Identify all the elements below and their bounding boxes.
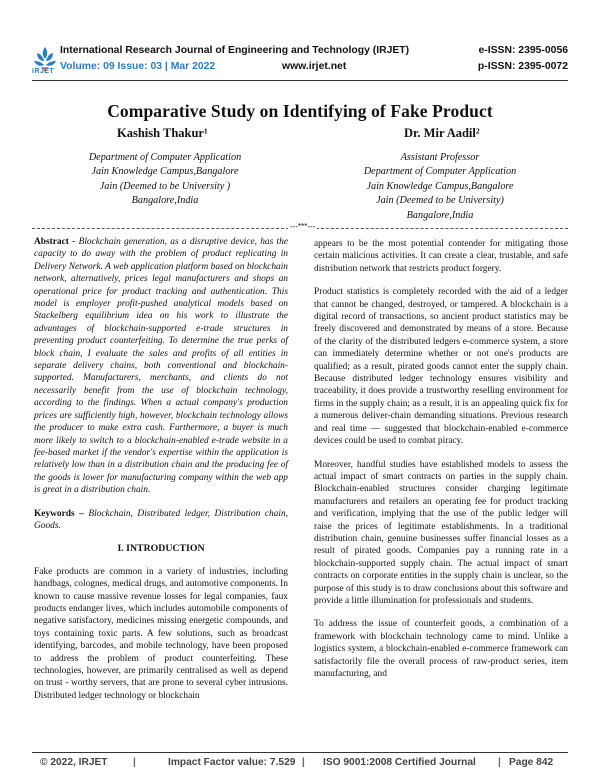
author-1-affiliation	[40, 151, 290, 209]
affiliation-line: Jain (Deemed to be University )	[99, 180, 231, 192]
footer-copyright: © 2022, IRJET	[40, 757, 108, 768]
affiliation-line: Jain (Deemed to be University)	[376, 195, 504, 207]
author-2-name: Dr. Mir Aadil²	[404, 126, 480, 140]
footer-impact-factor: Impact Factor value: 7.529	[168, 757, 296, 768]
abstract-label: Abstract -	[34, 237, 76, 247]
paragraph: To address the issue of counterfeit goods, a combination of a framework with blockchain technology came to mind. Unlike a logistics system, a blockchain-enabled e-commerce framework can satisfactorily file the overall process of raw-product series, item manufacturing, and	[314, 619, 568, 679]
paragraph: appears to be the most potential contender for mitigating those certain malicious activities. It can create a clear, trustable, and safe distribution network that restricts product forgery.	[314, 239, 568, 274]
p-issn: p-ISSN: 2395-0072	[477, 61, 568, 72]
abstract-text: Blockchain generation, as a disruptive device, has the capacity to do away with the problem of product replicating in Delivery Network. A web application platform based on blockchain network, alternatively, prices legal manufacturers and shops an operational price for product tracking and authentication. This model is employer profit-pushed analytical models based on Stackelberg equilibrium idea on his work to illustrate the advantages of blockchain-supported e-trade structures in preventing product counterfeiting. To determine the true perks of block chain, I evaluate the sales and profits of all entities in separate delivery chains, both conventional and blockchain-supported. Manufacturers, merchants, and clients do not necessarily benefit from the use of blockchain technology, according to the findings. When a actual company's production prices are sufficiently high, however, blockchain technology allows the producer to make extra cash. Furthermore, a buyer is much more likely to switch to a blockchain-enabled e-trade website in a fee-based market if the vendor's expertise within the application is relatively low than in a distribution chain and the producing fee of the goods is lower for manufacturing company within the web app is great in a distribution chain.	[34, 237, 289, 496]
left-column	[34, 236, 288, 713]
keywords	[34, 508, 288, 533]
affiliation-line: Bangalore,India	[406, 209, 474, 221]
separator-mark: ---***---	[290, 222, 316, 231]
paragraph: Product statistics is completely recorded with the aid of a ledger that cannot be changed, destroyed, or tampered. A blockchain is a digital record of transactions, so ancient product statistics may be freely discovered and demonstrated by means of a store. Because of the clarity of the distributed ledgers e-commerce system, a store can immediately determine whether or not one's products are qualified; as a result, pirated goods cannot enter the supply chain. Because distributed ledger technology ensures visibility and traceability, it does provide a trustworthy reselling environment for firms in the supply chain; as a result, it is an appealing quick fix for a numerous deliver-chain demanding situations. Previous research and real time — suggested that blockchain-enabled e-commerce devices could be used to combat piracy.	[314, 287, 568, 447]
section-heading-introduction: I. INTRODUCTION	[117, 543, 205, 555]
affiliation-line: Bangalore,India	[131, 195, 199, 207]
affiliation-line: Department of Computer Application	[88, 152, 242, 163]
intro-paragraph-1: Fake products are common in a variety of industries, including handbags, colognes, medical drugs, and automotive components. In known to cause massive revenue losses for legal companies, faux products endanger lives, which includes automobile components of negative satisfactory, medicines missing energetic compounds, and toys containing toxic parts. A few solutions, such as broadcast identifying, barcodes, and mobile technology, have been proposed to address the problem of product counterfeiting. These technologies, however, are primarily centralised as well as depend on trust - worthy servers, that are prone to several cyber intrusions. Distributed ledger technology or blockchain	[34, 566, 288, 701]
paragraph: Moreover, handful studies have established models to assess the actual impact of smart contracts on parties in the supply chain. Blockchain-enabled structures consider charging legitimate manufacturers and retailers an operating fee for product tracking and verification, implying that the use of the public ledger will raise the prices of legitimate establishments. In a traditional distribution chain, genuine businesses suffer financial losses as a result of pirated goods. Companies pay a running rate in a blockchain-supported supply chain. The actual impact of smart contracts on corporate entities in the supply chain is unclear, so the purpose of this study is to draw conclusions about this software and provide a little illumination for professionals and students.	[314, 459, 568, 606]
author-1-name: Kashish Thakur¹	[117, 126, 208, 140]
keywords-label: Keywords –	[34, 508, 84, 519]
section-separator	[32, 224, 568, 232]
affiliation-line: Assistant Professor	[400, 152, 480, 163]
journal-volume: Volume: 09 Issue: 03 | Mar 2022	[60, 61, 216, 72]
abstract	[34, 236, 288, 497]
journal-name: International Research Journal of Engineering and Technology (IRJET)	[60, 45, 410, 56]
footer-divider: |	[302, 757, 305, 768]
affiliation-line: Department of Computer Application	[363, 166, 517, 178]
irjet-logo-icon	[32, 38, 58, 82]
journal-website: www.irjet.net	[282, 61, 347, 72]
paper-title: Comparative Study on Identifying of Fake Product	[107, 101, 493, 121]
footer-page-number: Page 842	[509, 757, 554, 768]
footer-divider: |	[498, 757, 501, 768]
author-2-affiliation	[315, 151, 565, 223]
footer-rule	[32, 752, 568, 753]
right-column	[314, 238, 568, 691]
logo-text: IRJET	[32, 68, 55, 75]
e-issn: e-ISSN: 2395-0056	[478, 45, 568, 56]
footer-iso: ISO 9001:2008 Certified Journal	[323, 757, 476, 768]
affiliation-line: Jain Knowledge Campus,Bangalore	[91, 166, 239, 178]
header-rule	[32, 80, 568, 81]
footer-divider: |	[133, 757, 136, 768]
keywords-text: Blockchain, Distributed ledger, Distribution chain, Goods.	[34, 508, 288, 531]
affiliation-line: Jain Knowledge Campus,Bangalore	[366, 180, 514, 192]
